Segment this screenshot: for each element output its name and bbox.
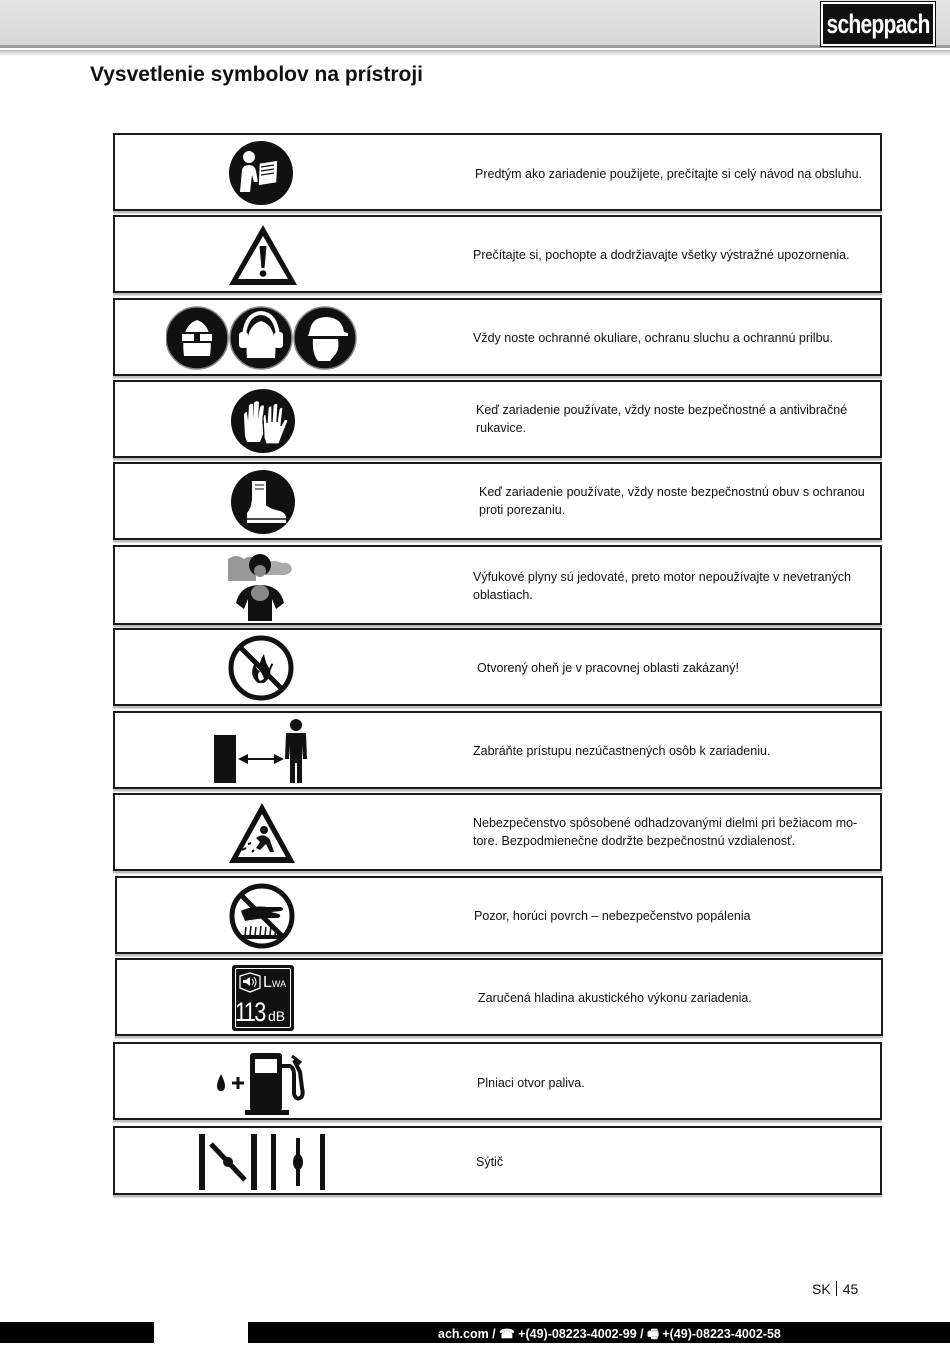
page-number-divider	[836, 1281, 837, 1296]
symbol-description: Keď zariadenie používate, vždy noste bezpečnostnú obuv s ochranou proti porezaniu.	[479, 485, 865, 517]
lwa-label	[263, 975, 286, 992]
page-title: Vysvetlenie symbolov na prístroji	[90, 63, 424, 86]
symbol-row	[113, 628, 882, 706]
lwa-subscript: WA	[271, 979, 287, 989]
symbol-row	[113, 545, 882, 625]
symbol-row	[113, 711, 882, 789]
fuel-filler-icon	[212, 1048, 312, 1118]
header-band	[0, 0, 950, 48]
no-open-flame-icon	[228, 635, 294, 701]
db-value: 113	[235, 997, 265, 1027]
symbol-description: Predtým ako zariadenie použijete, prečítajte si celý návod na obsluhu.	[475, 167, 863, 181]
language-code: SK	[812, 1281, 831, 1297]
page-number-value: 45	[842, 1281, 859, 1297]
lwa-letter: L	[263, 974, 272, 991]
symbol-row	[115, 958, 883, 1036]
toxic-fumes-icon	[228, 551, 294, 621]
db-unit: dB	[268, 1008, 286, 1024]
eye-ear-head-protection-icon	[166, 306, 358, 370]
brand-name: scheppach	[826, 8, 930, 39]
page-number	[812, 1281, 858, 1297]
header-shadow	[0, 50, 950, 56]
footer-gap	[154, 1322, 248, 1343]
symbol-description: Výfukové plyny sú jedovaté, preto motor nepoužívajte v nevetraných oblastiach.	[473, 570, 851, 602]
symbol-row	[113, 1042, 882, 1120]
footer-bar	[0, 1322, 950, 1343]
symbol-row	[113, 215, 882, 293]
choke-icon	[197, 1132, 327, 1192]
symbol-row	[113, 380, 882, 458]
symbol-description: Zaručená hladina akustického výkonu zariadenia.	[478, 991, 752, 1005]
symbol-description: Plniaci otvor paliva.	[477, 1076, 585, 1090]
symbol-description: Zabráňte prístupu nezúčastnených osôb k zariadeniu.	[473, 744, 771, 758]
speaker-box-icon	[238, 972, 262, 994]
footer-contact: ach.com / ☎ +(49)-08223-4002-99 / 🖷 +(49)-08223-4002-58	[438, 1327, 781, 1341]
gloves-icon	[230, 388, 296, 454]
safety-boot-icon	[230, 469, 296, 535]
scheppach-logo	[821, 2, 935, 46]
flying-debris-icon	[226, 800, 298, 866]
symbol-row	[113, 1126, 882, 1195]
symbol-description: Prečítajte si, pochopte a dodržiavajte všetky výstražné upozornenia.	[473, 248, 850, 262]
symbol-row	[113, 793, 882, 871]
symbol-row	[113, 133, 882, 211]
symbol-description: Sýtič	[476, 1155, 504, 1169]
keep-distance-icon	[212, 717, 312, 785]
symbol-row	[115, 876, 883, 954]
sound-power-icon	[232, 965, 294, 1031]
symbol-row	[113, 298, 882, 376]
symbol-description: Keď zariadenie používate, vždy noste bezpečnostné a antivibračné rukavice.	[476, 403, 848, 435]
symbol-description: Otvorený oheň je v pracovnej oblasti zakázaný!	[477, 661, 739, 675]
symbol-row	[113, 462, 882, 540]
hot-surface-icon	[229, 883, 295, 949]
read-manual-icon	[228, 140, 294, 206]
symbol-description: Nebezpečenstvo spôsobené odhadzovanými dielmi pri bežiacom mo-tore. Bezpodmienečne dodržte bezpečnostnú vzdialenosť.	[473, 816, 858, 848]
symbol-description: Vždy noste ochranné okuliare, ochranu sluchu a ochrannú prilbu.	[473, 331, 833, 345]
warning-triangle-icon	[226, 222, 300, 288]
symbol-description: Pozor, horúci povrch – nebezpečenstvo popálenia	[474, 909, 751, 923]
